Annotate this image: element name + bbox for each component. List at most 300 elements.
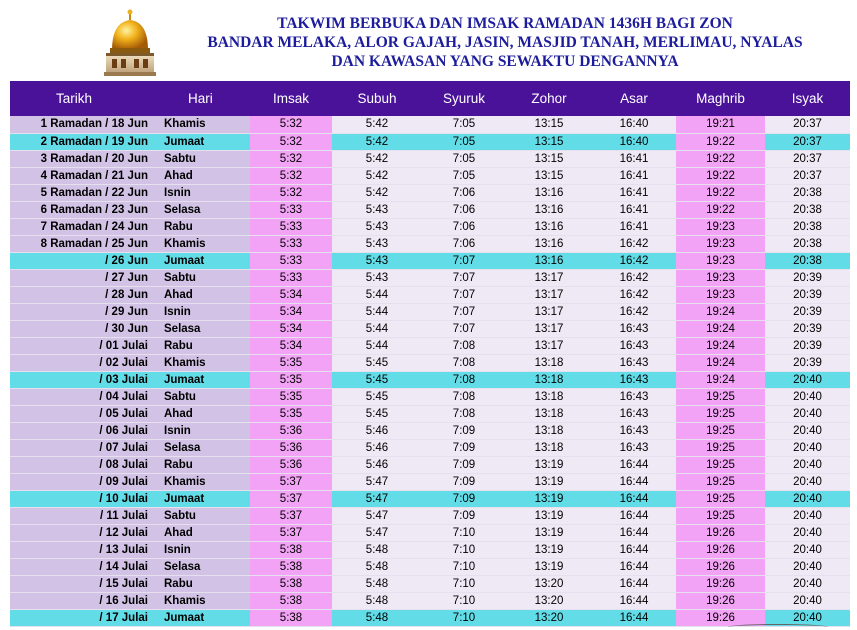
cell-isyak: 20:40 bbox=[765, 439, 850, 456]
cell-asar: 16:44 bbox=[592, 524, 676, 541]
cell-subuh: 5:47 bbox=[332, 490, 422, 507]
cell-syuruk: 7:07 bbox=[422, 303, 506, 320]
cell-imsak: 5:34 bbox=[250, 286, 332, 303]
cell-hari: Selasa bbox=[158, 439, 250, 456]
cell-hari: Selasa bbox=[158, 201, 250, 218]
cell-subuh: 5:47 bbox=[332, 524, 422, 541]
cell-imsak: 5:33 bbox=[250, 252, 332, 269]
cell-hari: Khamis bbox=[158, 116, 250, 133]
cell-hari: Rabu bbox=[158, 218, 250, 235]
cell-tarikh: / 30 Jun bbox=[10, 320, 158, 337]
cell-zohor: 13:17 bbox=[506, 269, 592, 286]
cell-tarikh: / 06 Julai bbox=[10, 422, 158, 439]
cell-hari: Selasa bbox=[158, 558, 250, 575]
cell-zohor: 13:20 bbox=[506, 609, 592, 626]
scroll-edge-mark bbox=[728, 624, 828, 630]
cell-syuruk: 7:05 bbox=[422, 116, 506, 133]
cell-asar: 16:43 bbox=[592, 320, 676, 337]
cell-subuh: 5:43 bbox=[332, 252, 422, 269]
cell-maghrib: 19:22 bbox=[676, 150, 765, 167]
cell-syuruk: 7:10 bbox=[422, 575, 506, 592]
cell-subuh: 5:45 bbox=[332, 371, 422, 388]
cell-subuh: 5:48 bbox=[332, 541, 422, 558]
table-row bbox=[10, 286, 850, 303]
cell-hari: Sabtu bbox=[158, 507, 250, 524]
table-row bbox=[10, 371, 850, 388]
cell-asar: 16:43 bbox=[592, 422, 676, 439]
table-row bbox=[10, 422, 850, 439]
cell-asar: 16:40 bbox=[592, 116, 676, 133]
cell-imsak: 5:37 bbox=[250, 524, 332, 541]
cell-isyak: 20:40 bbox=[765, 422, 850, 439]
cell-tarikh: / 26 Jun bbox=[10, 252, 158, 269]
table-row bbox=[10, 405, 850, 422]
cell-asar: 16:44 bbox=[592, 592, 676, 609]
cell-imsak: 5:34 bbox=[250, 337, 332, 354]
cell-maghrib: 19:25 bbox=[676, 473, 765, 490]
cell-hari: Rabu bbox=[158, 337, 250, 354]
cell-imsak: 5:33 bbox=[250, 218, 332, 235]
column-header-syuruk: Syuruk bbox=[442, 91, 486, 106]
column-header-asar: Asar bbox=[620, 91, 648, 106]
cell-zohor: 13:19 bbox=[506, 473, 592, 490]
table-row bbox=[10, 150, 850, 167]
cell-imsak: 5:36 bbox=[250, 456, 332, 473]
cell-imsak: 5:32 bbox=[250, 167, 332, 184]
cell-isyak: 20:40 bbox=[765, 371, 850, 388]
cell-tarikh: / 15 Julai bbox=[10, 575, 158, 592]
cell-hari: Jumaat bbox=[158, 371, 250, 388]
cell-imsak: 5:32 bbox=[250, 150, 332, 167]
cell-hari: Ahad bbox=[158, 167, 250, 184]
cell-tarikh: / 01 Julai bbox=[10, 337, 158, 354]
cell-isyak: 20:40 bbox=[765, 490, 850, 507]
cell-tarikh: 6 Ramadan / 23 Jun bbox=[10, 201, 158, 218]
cell-imsak: 5:32 bbox=[250, 184, 332, 201]
cell-tarikh: / 16 Julai bbox=[10, 592, 158, 609]
cell-imsak: 5:34 bbox=[250, 320, 332, 337]
cell-subuh: 5:42 bbox=[332, 133, 422, 150]
cell-maghrib: 19:26 bbox=[676, 558, 765, 575]
cell-maghrib: 19:26 bbox=[676, 609, 765, 626]
cell-asar: 16:43 bbox=[592, 388, 676, 405]
cell-imsak: 5:32 bbox=[250, 116, 332, 133]
cell-zohor: 13:15 bbox=[506, 116, 592, 133]
cell-asar: 16:41 bbox=[592, 150, 676, 167]
cell-maghrib: 19:26 bbox=[676, 575, 765, 592]
table-row bbox=[10, 456, 850, 473]
cell-zohor: 13:15 bbox=[506, 150, 592, 167]
cell-syuruk: 7:06 bbox=[422, 235, 506, 252]
cell-subuh: 5:43 bbox=[332, 218, 422, 235]
cell-imsak: 5:33 bbox=[250, 269, 332, 286]
cell-asar: 16:42 bbox=[592, 235, 676, 252]
cell-tarikh: / 14 Julai bbox=[10, 558, 158, 575]
cell-syuruk: 7:08 bbox=[422, 337, 506, 354]
title-line-2: BANDAR MELAKA, ALOR GAJAH, JASIN, MASJID TANAH, MERLIMAU, NYALAS bbox=[207, 34, 803, 51]
cell-tarikh: / 03 Julai bbox=[10, 371, 158, 388]
cell-asar: 16:44 bbox=[592, 575, 676, 592]
title-line-1: TAKWIM BERBUKA DAN IMSAK RAMADAN 1436H BAGI ZON bbox=[277, 15, 733, 32]
table-row bbox=[10, 524, 850, 541]
cell-tarikh: / 17 Julai bbox=[10, 609, 158, 626]
cell-isyak: 20:40 bbox=[765, 558, 850, 575]
cell-hari: Isnin bbox=[158, 541, 250, 558]
cell-asar: 16:44 bbox=[592, 541, 676, 558]
table-row bbox=[10, 201, 850, 218]
cell-zohor: 13:17 bbox=[506, 286, 592, 303]
cell-subuh: 5:42 bbox=[332, 184, 422, 201]
cell-maghrib: 19:23 bbox=[676, 252, 765, 269]
cell-asar: 16:44 bbox=[592, 456, 676, 473]
cell-maghrib: 19:22 bbox=[676, 184, 765, 201]
cell-zohor: 13:19 bbox=[506, 490, 592, 507]
cell-zohor: 13:17 bbox=[506, 337, 592, 354]
column-header-isyak: Isyak bbox=[791, 91, 824, 106]
cell-hari: Ahad bbox=[158, 286, 250, 303]
cell-asar: 16:41 bbox=[592, 218, 676, 235]
table-row bbox=[10, 558, 850, 575]
cell-syuruk: 7:08 bbox=[422, 388, 506, 405]
cell-imsak: 5:38 bbox=[250, 541, 332, 558]
cell-tarikh: / 27 Jun bbox=[10, 269, 158, 286]
table-row bbox=[10, 235, 850, 252]
cell-asar: 16:43 bbox=[592, 371, 676, 388]
cell-asar: 16:44 bbox=[592, 558, 676, 575]
cell-hari: Rabu bbox=[158, 575, 250, 592]
cell-isyak: 20:40 bbox=[765, 388, 850, 405]
cell-tarikh: / 11 Julai bbox=[10, 507, 158, 524]
cell-hari: Sabtu bbox=[158, 388, 250, 405]
column-header-tarikh: Tarikh bbox=[55, 91, 92, 106]
cell-isyak: 20:40 bbox=[765, 524, 850, 541]
cell-syuruk: 7:07 bbox=[422, 286, 506, 303]
cell-zohor: 13:15 bbox=[506, 167, 592, 184]
cell-syuruk: 7:09 bbox=[422, 422, 506, 439]
cell-zohor: 13:16 bbox=[506, 201, 592, 218]
cell-hari: Jumaat bbox=[158, 490, 250, 507]
cell-maghrib: 19:25 bbox=[676, 490, 765, 507]
cell-hari: Khamis bbox=[158, 473, 250, 490]
cell-tarikh: / 02 Julai bbox=[10, 354, 158, 371]
cell-imsak: 5:33 bbox=[250, 201, 332, 218]
cell-hari: Rabu bbox=[158, 456, 250, 473]
cell-zohor: 13:18 bbox=[506, 371, 592, 388]
cell-asar: 16:40 bbox=[592, 133, 676, 150]
cell-isyak: 20:40 bbox=[765, 609, 850, 626]
cell-imsak: 5:35 bbox=[250, 371, 332, 388]
cell-tarikh: / 08 Julai bbox=[10, 456, 158, 473]
cell-isyak: 20:40 bbox=[765, 507, 850, 524]
cell-subuh: 5:46 bbox=[332, 456, 422, 473]
cell-syuruk: 7:09 bbox=[422, 456, 506, 473]
cell-maghrib: 19:22 bbox=[676, 201, 765, 218]
cell-asar: 16:42 bbox=[592, 269, 676, 286]
cell-tarikh: 3 Ramadan / 20 Jun bbox=[10, 150, 158, 167]
cell-subuh: 5:48 bbox=[332, 609, 422, 626]
cell-syuruk: 7:10 bbox=[422, 592, 506, 609]
cell-zohor: 13:17 bbox=[506, 303, 592, 320]
cell-hari: Isnin bbox=[158, 422, 250, 439]
cell-maghrib: 19:22 bbox=[676, 133, 765, 150]
cell-isyak: 20:39 bbox=[765, 286, 850, 303]
cell-maghrib: 19:24 bbox=[676, 354, 765, 371]
cell-subuh: 5:48 bbox=[332, 558, 422, 575]
cell-imsak: 5:38 bbox=[250, 592, 332, 609]
cell-isyak: 20:38 bbox=[765, 218, 850, 235]
cell-isyak: 20:37 bbox=[765, 167, 850, 184]
cell-subuh: 5:48 bbox=[332, 575, 422, 592]
cell-maghrib: 19:22 bbox=[676, 167, 765, 184]
cell-asar: 16:41 bbox=[592, 184, 676, 201]
table-row bbox=[10, 592, 850, 609]
cell-imsak: 5:34 bbox=[250, 303, 332, 320]
cell-subuh: 5:47 bbox=[332, 507, 422, 524]
cell-isyak: 20:37 bbox=[765, 150, 850, 167]
cell-maghrib: 19:25 bbox=[676, 507, 765, 524]
column-header-zohor: Zohor bbox=[531, 91, 567, 106]
cell-imsak: 5:38 bbox=[250, 558, 332, 575]
cell-syuruk: 7:09 bbox=[422, 439, 506, 456]
table-header bbox=[10, 81, 850, 116]
cell-syuruk: 7:07 bbox=[422, 252, 506, 269]
cell-maghrib: 19:25 bbox=[676, 439, 765, 456]
table-row bbox=[10, 218, 850, 235]
cell-maghrib: 19:24 bbox=[676, 337, 765, 354]
table-row bbox=[10, 167, 850, 184]
cell-hari: Khamis bbox=[158, 235, 250, 252]
cell-zohor: 13:16 bbox=[506, 218, 592, 235]
cell-imsak: 5:36 bbox=[250, 439, 332, 456]
cell-tarikh: / 28 Jun bbox=[10, 286, 158, 303]
cell-subuh: 5:44 bbox=[332, 337, 422, 354]
table-row bbox=[10, 133, 850, 150]
cell-isyak: 20:38 bbox=[765, 201, 850, 218]
cell-tarikh: / 10 Julai bbox=[10, 490, 158, 507]
cell-isyak: 20:38 bbox=[765, 235, 850, 252]
cell-tarikh: 7 Ramadan / 24 Jun bbox=[10, 218, 158, 235]
prayer-times-table bbox=[10, 81, 850, 627]
cell-tarikh: / 07 Julai bbox=[10, 439, 158, 456]
column-header-subuh: Subuh bbox=[357, 91, 397, 106]
cell-isyak: 20:37 bbox=[765, 116, 850, 133]
cell-zohor: 13:19 bbox=[506, 558, 592, 575]
cell-maghrib: 19:23 bbox=[676, 286, 765, 303]
cell-syuruk: 7:06 bbox=[422, 201, 506, 218]
cell-isyak: 20:40 bbox=[765, 405, 850, 422]
cell-zohor: 13:15 bbox=[506, 133, 592, 150]
cell-zohor: 13:17 bbox=[506, 320, 592, 337]
cell-subuh: 5:46 bbox=[332, 422, 422, 439]
cell-tarikh: 2 Ramadan / 19 Jun bbox=[10, 133, 158, 150]
cell-subuh: 5:44 bbox=[332, 320, 422, 337]
cell-syuruk: 7:10 bbox=[422, 541, 506, 558]
cell-asar: 16:43 bbox=[592, 337, 676, 354]
cell-asar: 16:44 bbox=[592, 473, 676, 490]
cell-imsak: 5:32 bbox=[250, 133, 332, 150]
table-row bbox=[10, 490, 850, 507]
cell-syuruk: 7:07 bbox=[422, 269, 506, 286]
cell-asar: 16:43 bbox=[592, 439, 676, 456]
cell-maghrib: 19:26 bbox=[676, 541, 765, 558]
cell-tarikh: 1 Ramadan / 18 Jun bbox=[10, 116, 158, 133]
cell-imsak: 5:35 bbox=[250, 388, 332, 405]
cell-asar: 16:41 bbox=[592, 167, 676, 184]
cell-isyak: 20:39 bbox=[765, 269, 850, 286]
cell-subuh: 5:42 bbox=[332, 150, 422, 167]
cell-hari: Ahad bbox=[158, 524, 250, 541]
cell-asar: 16:43 bbox=[592, 354, 676, 371]
cell-maghrib: 19:24 bbox=[676, 303, 765, 320]
cell-zohor: 13:18 bbox=[506, 388, 592, 405]
cell-tarikh: / 09 Julai bbox=[10, 473, 158, 490]
cell-zohor: 13:16 bbox=[506, 184, 592, 201]
cell-syuruk: 7:08 bbox=[422, 354, 506, 371]
cell-zohor: 13:20 bbox=[506, 575, 592, 592]
cell-hari: Jumaat bbox=[158, 133, 250, 150]
table-row bbox=[10, 320, 850, 337]
cell-zohor: 13:18 bbox=[506, 354, 592, 371]
cell-zohor: 13:19 bbox=[506, 507, 592, 524]
cell-maghrib: 19:23 bbox=[676, 269, 765, 286]
cell-maghrib: 19:26 bbox=[676, 524, 765, 541]
cell-isyak: 20:38 bbox=[765, 184, 850, 201]
cell-syuruk: 7:09 bbox=[422, 473, 506, 490]
cell-isyak: 20:40 bbox=[765, 541, 850, 558]
cell-isyak: 20:39 bbox=[765, 354, 850, 371]
table-body bbox=[10, 116, 850, 626]
cell-subuh: 5:43 bbox=[332, 269, 422, 286]
cell-subuh: 5:42 bbox=[332, 167, 422, 184]
cell-subuh: 5:43 bbox=[332, 201, 422, 218]
table-row bbox=[10, 473, 850, 490]
cell-zohor: 13:19 bbox=[506, 524, 592, 541]
page-header bbox=[0, 0, 857, 80]
table-row bbox=[10, 252, 850, 269]
cell-subuh: 5:42 bbox=[332, 116, 422, 133]
column-header-maghrib: Maghrib bbox=[696, 91, 745, 106]
cell-zohor: 13:16 bbox=[506, 235, 592, 252]
cell-syuruk: 7:10 bbox=[422, 609, 506, 626]
cell-isyak: 20:40 bbox=[765, 592, 850, 609]
cell-isyak: 20:40 bbox=[765, 575, 850, 592]
cell-hari: Khamis bbox=[158, 354, 250, 371]
table-row bbox=[10, 541, 850, 558]
cell-hari: Khamis bbox=[158, 592, 250, 609]
table-row bbox=[10, 439, 850, 456]
cell-zohor: 13:19 bbox=[506, 541, 592, 558]
cell-asar: 16:41 bbox=[592, 201, 676, 218]
cell-hari: Selasa bbox=[158, 320, 250, 337]
cell-maghrib: 19:21 bbox=[676, 116, 765, 133]
cell-zohor: 13:19 bbox=[506, 456, 592, 473]
cell-isyak: 20:39 bbox=[765, 320, 850, 337]
cell-asar: 16:44 bbox=[592, 507, 676, 524]
table-row bbox=[10, 337, 850, 354]
cell-syuruk: 7:10 bbox=[422, 558, 506, 575]
cell-subuh: 5:45 bbox=[332, 405, 422, 422]
cell-syuruk: 7:10 bbox=[422, 524, 506, 541]
cell-maghrib: 19:26 bbox=[676, 592, 765, 609]
cell-maghrib: 19:24 bbox=[676, 320, 765, 337]
cell-isyak: 20:39 bbox=[765, 303, 850, 320]
cell-tarikh: 8 Ramadan / 25 Jun bbox=[10, 235, 158, 252]
cell-asar: 16:42 bbox=[592, 286, 676, 303]
cell-syuruk: 7:06 bbox=[422, 184, 506, 201]
cell-syuruk: 7:07 bbox=[422, 320, 506, 337]
cell-hari: Sabtu bbox=[158, 150, 250, 167]
cell-maghrib: 19:23 bbox=[676, 235, 765, 252]
cell-imsak: 5:36 bbox=[250, 422, 332, 439]
cell-maghrib: 19:24 bbox=[676, 371, 765, 388]
cell-imsak: 5:38 bbox=[250, 575, 332, 592]
cell-isyak: 20:39 bbox=[765, 337, 850, 354]
column-header-hari: Hari bbox=[188, 91, 213, 106]
cell-hari: Isnin bbox=[158, 184, 250, 201]
cell-subuh: 5:45 bbox=[332, 388, 422, 405]
cell-zohor: 13:18 bbox=[506, 439, 592, 456]
cell-subuh: 5:44 bbox=[332, 303, 422, 320]
cell-zohor: 13:18 bbox=[506, 422, 592, 439]
cell-tarikh: / 05 Julai bbox=[10, 405, 158, 422]
cell-hari: Isnin bbox=[158, 303, 250, 320]
cell-asar: 16:44 bbox=[592, 490, 676, 507]
cell-subuh: 5:43 bbox=[332, 235, 422, 252]
cell-hari: Jumaat bbox=[158, 252, 250, 269]
cell-subuh: 5:44 bbox=[332, 286, 422, 303]
table-row bbox=[10, 184, 850, 201]
cell-imsak: 5:37 bbox=[250, 473, 332, 490]
cell-isyak: 20:40 bbox=[765, 473, 850, 490]
table-row bbox=[10, 303, 850, 320]
table-row bbox=[10, 269, 850, 286]
cell-syuruk: 7:05 bbox=[422, 133, 506, 150]
cell-zohor: 13:18 bbox=[506, 405, 592, 422]
cell-syuruk: 7:09 bbox=[422, 507, 506, 524]
title-line-3: DAN KAWASAN YANG SEWAKTU DENGANNYA bbox=[331, 53, 679, 70]
cell-tarikh: / 12 Julai bbox=[10, 524, 158, 541]
cell-hari: Ahad bbox=[158, 405, 250, 422]
cell-asar: 16:42 bbox=[592, 252, 676, 269]
cell-maghrib: 19:25 bbox=[676, 388, 765, 405]
cell-imsak: 5:37 bbox=[250, 490, 332, 507]
cell-subuh: 5:45 bbox=[332, 354, 422, 371]
cell-subuh: 5:48 bbox=[332, 592, 422, 609]
cell-asar: 16:44 bbox=[592, 609, 676, 626]
table-row bbox=[10, 116, 850, 133]
cell-tarikh: / 13 Julai bbox=[10, 541, 158, 558]
cell-imsak: 5:33 bbox=[250, 235, 332, 252]
cell-maghrib: 19:25 bbox=[676, 405, 765, 422]
cell-maghrib: 19:25 bbox=[676, 456, 765, 473]
cell-asar: 16:42 bbox=[592, 303, 676, 320]
cell-subuh: 5:47 bbox=[332, 473, 422, 490]
table-row bbox=[10, 354, 850, 371]
cell-zohor: 13:16 bbox=[506, 252, 592, 269]
mosque-dome-icon bbox=[104, 8, 156, 78]
cell-isyak: 20:38 bbox=[765, 252, 850, 269]
cell-isyak: 20:40 bbox=[765, 456, 850, 473]
cell-asar: 16:43 bbox=[592, 405, 676, 422]
cell-maghrib: 19:25 bbox=[676, 422, 765, 439]
table-row bbox=[10, 609, 850, 626]
cell-syuruk: 7:05 bbox=[422, 150, 506, 167]
cell-imsak: 5:37 bbox=[250, 507, 332, 524]
table-row bbox=[10, 507, 850, 524]
cell-tarikh: 5 Ramadan / 22 Jun bbox=[10, 184, 158, 201]
column-header-imsak: Imsak bbox=[272, 91, 309, 106]
cell-imsak: 5:35 bbox=[250, 354, 332, 371]
